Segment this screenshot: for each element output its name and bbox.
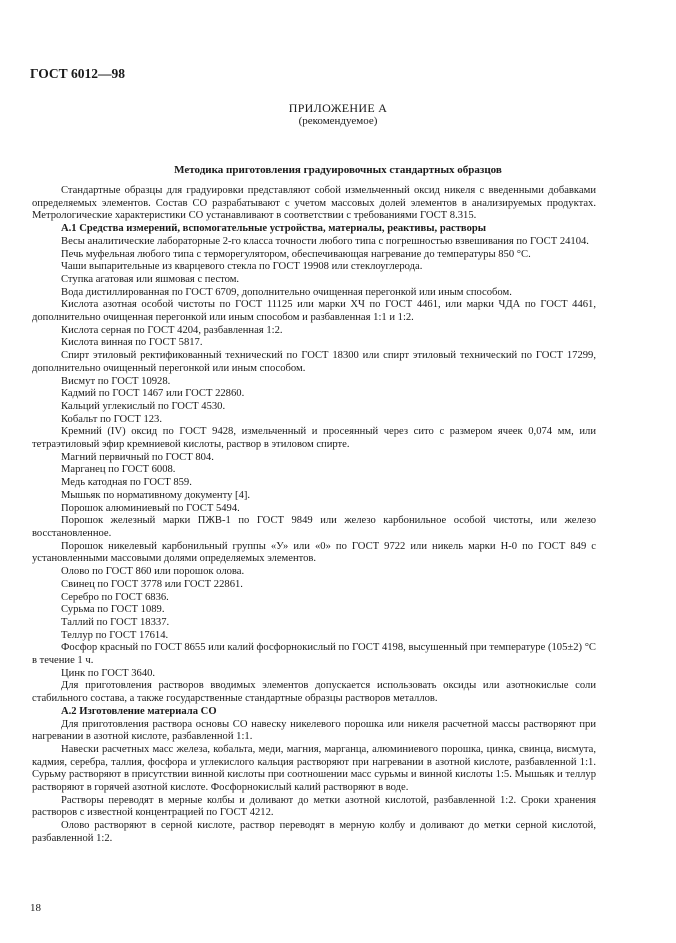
paragraph: Магний первичный по ГОСТ 804. xyxy=(61,451,214,463)
paragraph: Кальций углекислый по ГОСТ 4530. xyxy=(61,400,226,412)
paragraph: Порошок никелевый карбонильный группы «У» или «0» по ГОСТ 9722 или никель марки Н-0 по ГОСТ 849 с установленными массовыми долями определяемых элементов. xyxy=(32,540,596,565)
paragraph: Чаши выпарительные из кварцевого стекла по ГОСТ 19908 или стеклоуглерода. xyxy=(61,261,423,273)
appendix-subtitle: (рекомендуемое) xyxy=(298,115,378,127)
paragraph: Кислота азотная особой чистоты по ГОСТ 11125 или марки ХЧ по ГОСТ 4461, или марки ЧДА по ГОСТ 4461, дополнительно очищенная перегонкой или иным способом и разбавленная 1:1 и 1:2. xyxy=(32,299,596,324)
paragraph: Мышьяк по нормативному документу [4]. xyxy=(61,489,251,501)
paragraph: Вода дистиллированная по ГОСТ 6709, дополнительно очищенная перегонкой или иным способом. xyxy=(61,286,512,298)
paragraph: Теллур по ГОСТ 17614. xyxy=(61,629,169,641)
paragraph: Порошок алюминиевый по ГОСТ 5494. xyxy=(61,502,240,514)
paragraph: Печь муфельная любого типа с терморегулятором, обеспечивающая нагревание до температуры 850 °С. xyxy=(61,248,531,260)
paragraph: Таллий по ГОСТ 18337. xyxy=(61,616,170,628)
paragraph: Для приготовления раствора основы СО навеску никелевого порошка или никеля расчетной массы растворяют при нагревании в азотной кислоте, разбавленной 1:1. xyxy=(32,718,596,743)
paragraph: Для приготовления растворов вводимых элементов допускается использовать оксиды или азотнокислые соли стабильного состава, а также государственные стандартные образцы растворов металлов. xyxy=(32,680,596,705)
section-heading: А.2 Изготовление материала СО xyxy=(61,705,217,717)
paragraph: Растворы переводят в мерные колбы и доливают до метки азотной кислотой, разбавленной 1:2. Сроки хранения растворов с известной концентрацией по ГОСТ 4212. xyxy=(32,794,596,819)
paragraph: Фосфор красный по ГОСТ 8655 или калий фосфорнокислый по ГОСТ 4198, высушенный при температуре (105±2) °С в течение 1 ч. xyxy=(32,642,596,667)
standard-header: ГОСТ 6012—98 xyxy=(30,66,126,81)
paragraph: Кадмий по ГОСТ 1467 или ГОСТ 22860. xyxy=(61,388,245,400)
paragraph: Кремний (IV) оксид по ГОСТ 9428, измельченный и просеянный через сито с размером ячеек 0,074 мм, или тетраэтиловый эфир кремниевой кислоты, раствор в этиловом спирте. xyxy=(32,426,596,451)
paragraph: Навески расчетных масс железа, кобальта, меди, магния, марганца, алюминиевого порошка, цинка, свинца, висмута, кадмия, серебра, таллия, фосфора и углекислого кальция растворяют при нагревании в азотной кислоте, разбавленной 1:1. Сурьму растворяют в присутствии винной кислоты при соотношении масс сурьмы и винной кислоты 1:5. Мышьяк и теллур растворяют в горячей азотной кислоте. Фосфорнокислый калий растворяют в воде. xyxy=(32,743,596,794)
paragraph: Спирт этиловый ректификованный технический по ГОСТ 18300 или спирт этиловый технический по ГОСТ 17299, дополнительно очищенный перегонкой или иным способом. xyxy=(32,350,596,374)
paragraph: Сурьма по ГОСТ 1089. xyxy=(61,604,165,616)
paragraph: Стандартные образцы для градуировки представляют собой измельченный оксид никеля с введенными добавками определяемых элементов. Состав СО разрабатывают с учетом массовых долей элементов в анализируемых продуктах. Метрологические характеристики СО устанавливают в соответствии с требованиями ГОСТ 8.315. xyxy=(32,185,596,222)
paragraph: Медь катодная по ГОСТ 859. xyxy=(61,477,192,489)
paragraph: Олово по ГОСТ 860 или порошок олова. xyxy=(61,566,245,578)
method-title: Методика приготовления градуировочных стандартных образцов xyxy=(174,164,502,176)
paragraph: Весы аналитические лабораторные 2-го класса точности любого типа с погрешностью взвешивания по ГОСТ 24104. xyxy=(61,235,589,247)
paragraph: Марганец по ГОСТ 6008. xyxy=(61,464,176,476)
paragraph: Цинк по ГОСТ 3640. xyxy=(61,667,156,679)
paragraph: Серебро по ГОСТ 6836. xyxy=(61,591,169,603)
paragraph: Кислота серная по ГОСТ 4204, разбавленная 1:2. xyxy=(61,324,283,336)
paragraph: Ступка агатовая или яшмовая с пестом. xyxy=(61,273,240,285)
paragraph: Свинец по ГОСТ 3778 или ГОСТ 22861. xyxy=(61,578,243,590)
page-number: 18 xyxy=(30,902,41,914)
paragraph: Олово растворяют в серной кислоте, раствор переводят в мерную колбу и доливают до метки серной кислотой, разбавленной 1:2. xyxy=(32,820,596,844)
document-body xyxy=(32,185,596,846)
section-heading: А.1 Средства измерений, вспомогательные устройства, материалы, реактивы, растворы xyxy=(61,223,487,235)
appendix-title: ПРИЛОЖЕНИЕ А xyxy=(288,101,388,115)
paragraph: Кислота винная по ГОСТ 5817. xyxy=(61,337,203,349)
paragraph: Порошок железный марки ПЖВ-1 по ГОСТ 9849 или железо карбонильное особой чистоты, или железо восстановленное. xyxy=(32,515,596,539)
paragraph: Кобальт по ГОСТ 123. xyxy=(61,413,162,425)
paragraph: Висмут по ГОСТ 10928. xyxy=(61,375,171,387)
